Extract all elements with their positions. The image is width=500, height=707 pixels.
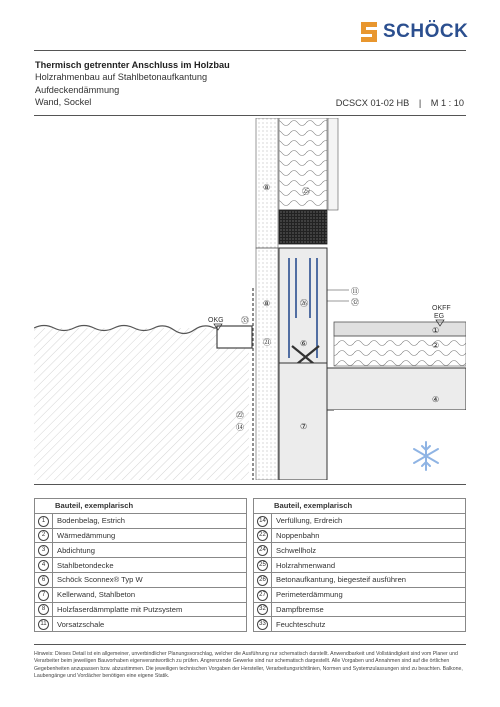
part-label: Wärmedämmung [53, 528, 247, 543]
construction-detail-drawing [34, 118, 466, 480]
part-label: Perimeterdämmung [272, 587, 466, 602]
parts-row [35, 572, 247, 587]
part-label: Feuchteschutz [272, 617, 466, 632]
part-number: 32 [257, 604, 268, 615]
part-label: Verfüllung, Erdreich [272, 513, 466, 528]
parts-table-right-header: Bauteil, exemplarisch [254, 499, 466, 514]
stud-insulation [279, 118, 327, 210]
callout-2: ② [432, 341, 440, 350]
detail-scale: M 1 : 10 [430, 98, 464, 108]
brand-name: SCHÖCK [383, 21, 469, 42]
part-label: Betonaufkantung, biegesteif ausführen [272, 572, 466, 587]
schoeck-logo-icon [359, 20, 379, 44]
detail-code: DCSCX 01-02 HB | M 1 : 10 [335, 98, 464, 108]
callout-4: ④ [432, 395, 440, 404]
parts-row [35, 543, 247, 558]
drain-box [217, 326, 252, 348]
callout-1: ① [432, 326, 440, 335]
screed [334, 322, 466, 336]
parts-row [35, 558, 247, 573]
parts-table-left-header: Bauteil, exemplarisch [35, 499, 247, 514]
part-number: 11 [38, 619, 49, 630]
parts-row [254, 587, 466, 602]
parts-row [254, 513, 466, 528]
parts-row [254, 528, 466, 543]
brand-logo [359, 18, 469, 46]
part-number: 4 [38, 560, 49, 571]
part-label: Kellerwand, Stahlbeton [53, 587, 247, 602]
callout-14: ⑭ [236, 423, 244, 432]
part-number: 2 [38, 530, 49, 541]
header-block [35, 59, 230, 108]
callout-21: ㉑ [263, 338, 271, 347]
subtitle-line-3: Wand, Sockel [35, 96, 92, 107]
part-number: 8 [38, 604, 49, 615]
floor-insulation [334, 336, 466, 366]
parts-row [35, 513, 247, 528]
parts-row [35, 602, 247, 617]
parts-row [35, 587, 247, 602]
callout-7: ⑦ [300, 422, 308, 431]
sill-beam [279, 210, 327, 244]
level-eg: EG [434, 313, 445, 320]
perimeter-insulation [256, 248, 278, 480]
part-label: Schöck Sconnex® Typ W [53, 572, 247, 587]
callout-32: ㉜ [351, 298, 359, 307]
callout-8-upper: ⑧ [263, 183, 271, 192]
part-label: Bodenbelag, Estrich [53, 513, 247, 528]
part-number: 24 [257, 545, 268, 556]
concrete-slab [327, 368, 466, 410]
header-rule-top [34, 50, 466, 51]
callout-22: ㉒ [236, 411, 244, 420]
subtitle-line-2: Aufdeckendämmung [35, 84, 120, 95]
callout-33: ㉝ [241, 316, 249, 325]
part-number: 33 [257, 619, 268, 630]
part-number: 1 [38, 516, 49, 527]
part-number: 25 [257, 560, 268, 571]
part-label: Noppenbahn [272, 528, 466, 543]
basement-void [334, 410, 466, 480]
parts-table-right [253, 498, 466, 632]
callout-26: ㉖ [300, 299, 308, 308]
parts-row [254, 558, 466, 573]
service-layer [328, 118, 338, 210]
parts-table-left [34, 498, 247, 632]
part-label: Holzfaserdämmplatte mit Putzsystem [53, 602, 247, 617]
part-number: 27 [257, 590, 268, 601]
parts-row [35, 617, 247, 632]
page-title: Thermisch getrennter Anschluss im Holzbau [35, 60, 230, 70]
callout-6: ⑥ [300, 339, 308, 348]
level-okg: OKG [208, 317, 224, 324]
callout-25: ㉕ [302, 187, 310, 196]
callout-8-lower: ⑧ [263, 299, 271, 308]
part-label: Schwellholz [272, 543, 466, 558]
part-number: 26 [257, 575, 268, 586]
part-number: 6 [38, 575, 49, 586]
part-number: 22 [257, 530, 268, 541]
parts-row [254, 572, 466, 587]
part-label: Dampfbremse [272, 602, 466, 617]
soil-fill [34, 328, 249, 480]
part-label: Holzrahmenwand [272, 558, 466, 573]
disclaimer-note: Hinweis: Dieses Detail ist ein allgemeiner, unverbindlicher Planungsvorschlag, welcher die Ausführung nur schematisch darstellt. Anwendbarkeit und Vollständigkeit sind vom Planer und Verarbeiter beim jeweiligen Bauvorhaben eigenverantwortlich zu prüfen. Angrenzende Gewerke sind nur schematisch dargestellt. Alle Vorgaben und Annahmen sind auf die örtlichen Gegebenheiten anzupassen bzw. abzustimmen. Die jeweiligen technischen Vorgaben der Hersteller, Verarbeitungsrichtlinien, Normen und Systemzulassungen sind zu beachten. Balkone, Laubengänge und Vordächer benötigen eine eigene Statik. [34, 651, 463, 679]
part-label: Stahlbetondecke [53, 558, 247, 573]
part-number: 14 [257, 516, 268, 527]
parts-row [254, 543, 466, 558]
parts-row [254, 602, 466, 617]
table-rule-bottom [34, 644, 466, 645]
subtitle-line-1: Holzrahmenbau auf Stahlbetonaufkantung [35, 72, 208, 83]
part-label: Vorsatzschale [53, 617, 247, 632]
parts-row [254, 617, 466, 632]
part-label: Abdichtung [53, 543, 247, 558]
header-rule-bottom [34, 115, 466, 116]
drawing-rule-bottom [34, 484, 466, 485]
level-okff: OKFF [432, 305, 451, 312]
detail-code-number: DCSCX 01-02 HB [335, 98, 410, 108]
parts-row [35, 528, 247, 543]
part-number: 7 [38, 590, 49, 601]
callout-11: ⑪ [351, 287, 359, 296]
part-number: 3 [38, 545, 49, 556]
